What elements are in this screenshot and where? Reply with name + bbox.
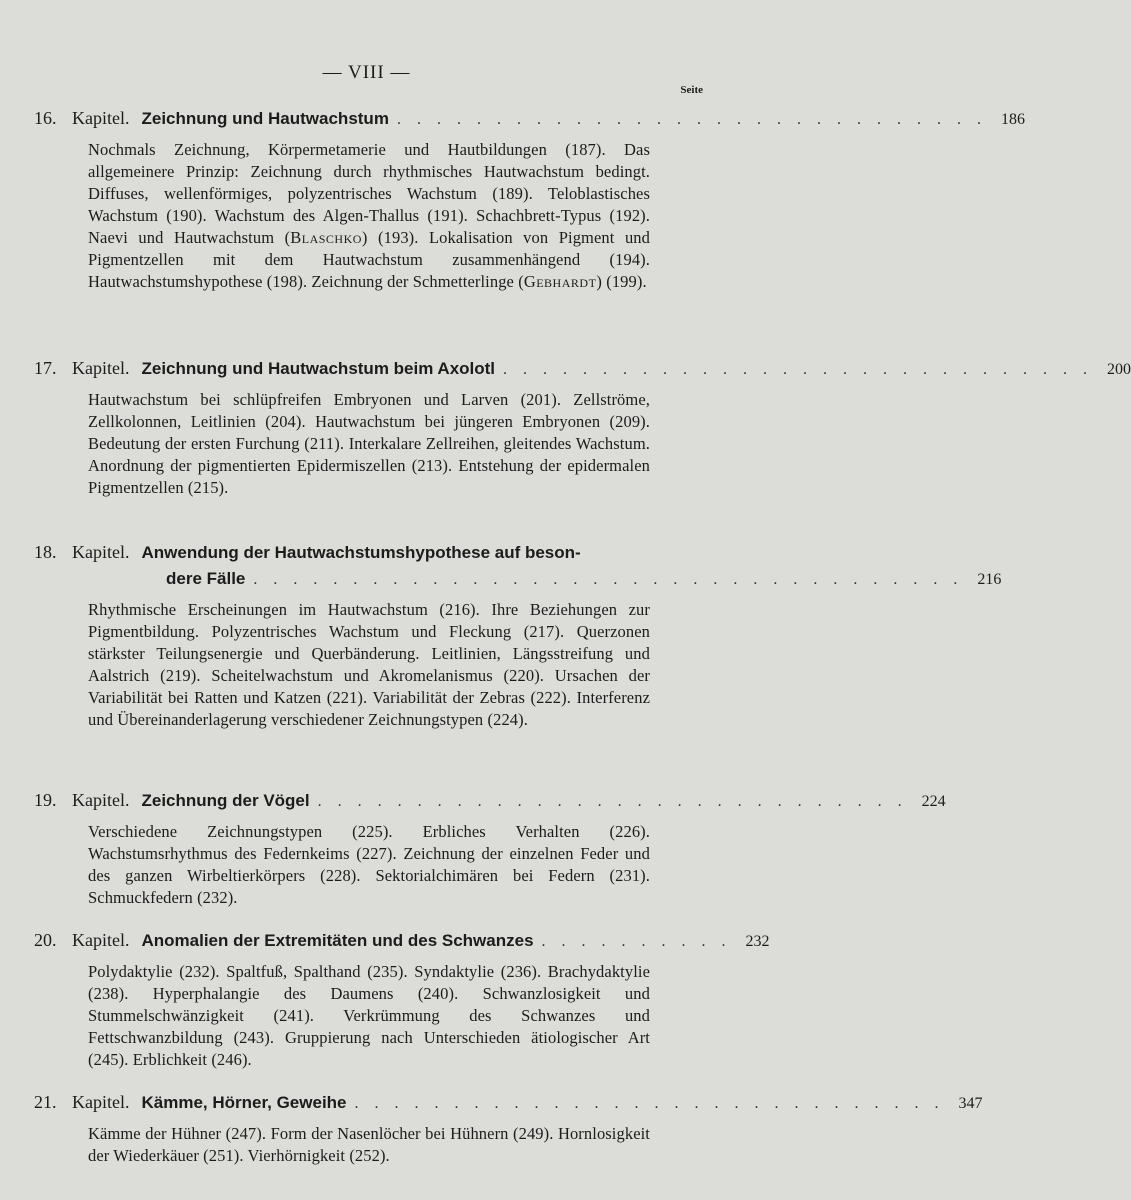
chapter-page: 200 <box>1107 361 1131 378</box>
chapter-page: 224 <box>921 793 946 810</box>
chapter-17 <box>34 355 1131 499</box>
chapter-page: 216 <box>977 571 1002 588</box>
chapter-summary: Verschiedene Zeichnungstypen (225). Erbliches Verhalten (226). Wachstumsrhythmus des Federnkeims (227). Zeichnung der einzelnen Feder und des ganzen Wirbeltierkörpers (228). Sektorialchimären bei Federn (231). Schmuckfedern (232). <box>88 822 650 907</box>
chapter-page: 232 <box>745 933 770 950</box>
chapter-title: Anomalien der Extremitäten und des Schwanzes <box>141 931 534 950</box>
chapter-16 <box>34 105 1025 293</box>
summary-text: ) (193). Lokalisation von Pigment und Pigmentzellen mit dem Hautwachstum zusammenhängend (194). Hautwachstumshypothese (198). Zeichnung der Schmetterlinge ( <box>88 228 650 291</box>
chapter-number: 16. <box>34 108 57 128</box>
author-name: Gebhardt <box>523 272 597 291</box>
chapter-title: Kämme, Hörner, Geweihe <box>141 1093 347 1112</box>
chapter-title: Zeichnung und Hautwachstum beim Axolotl <box>141 359 496 378</box>
chapter-21 <box>34 1089 983 1167</box>
chapter-summary: Hautwachstum bei schlüpfreifen Embryonen und Larven (201). Zellströme, Zellkolonnen, Leitlinien (204). Hautwachstum bei jüngeren Embryonen (209). Bedeutung der ersten Furchung (211). Interkalare Zellreihen, gleitendes Wachstum. Anordnung der pigmentierten Epidermiszellen (213). Entstehung der epidermalen Pigmentzellen (215). <box>88 390 650 497</box>
author-name: Blaschko <box>290 228 362 247</box>
chapter-word: Kapitel. <box>72 930 130 950</box>
dot-leader: . . . . . . . . . . . . . . . . . . . . . . . . . . . . . . <box>354 1095 945 1112</box>
chapter-word: Kapitel. <box>72 358 130 378</box>
dot-leader: . . . . . . . . . . . . . . . . . . . . . . . . . . . . . . <box>503 361 1094 378</box>
seite-label: Seite <box>680 84 703 96</box>
dot-leader: . . . . . . . . . . . . . . . . . . . . . . . . . . . . . . <box>317 793 908 810</box>
chapter-word: Kapitel. <box>72 1092 130 1112</box>
chapter-20 <box>34 927 770 1071</box>
chapter-title-line2: dere Fälle <box>166 569 246 588</box>
chapter-title-line1: Anwendung der Hautwachstumshypothese auf beson- <box>141 543 581 562</box>
chapter-title: Zeichnung der Vögel <box>141 791 310 810</box>
chapter-number: 17. <box>34 358 57 378</box>
chapter-number: 19. <box>34 790 57 810</box>
chapter-18 <box>34 539 1002 731</box>
chapter-summary: Kämme der Hühner (247). Form der Nasenlöcher bei Hühnern (249). Hornlosigkeit der Wiederkäuer (251). Vierhörnigkeit (252). <box>88 1124 650 1165</box>
chapter-summary: Polydaktylie (232). Spaltfuß, Spalthand (235). Syndaktylie (236). Brachydaktylie (238). Hyperphalangie des Daumens (240). Schwanzlosigkeit und Stummelschwänzigkeit (241). Verkrümmung des Schwanzes und Fettschwanzbildung (243). Gruppierung nach Unterschieden ätiologischer Art (245). Erblichkeit (246). <box>88 962 650 1069</box>
dot-leader: . . . . . . . . . . . . . . . . . . . . . . . . . . . . . . . . . . . . <box>253 571 964 588</box>
page-header: — VIII — <box>322 62 411 83</box>
summary-text: Nochmals Zeichnung, Körpermetamerie und Hautbildungen (187). Das allgemeinere Prinzip: Zeichnung durch rhythmisches Hautwachstum bedingt. Diffuses, wellenförmiges, polyzentrisches Wachstum (189). Teloblastisches Wachstum (190). Wachstum des Algen-Thallus (191). Schachbrett-Typus (192). Naevi und Hautwachstum ( <box>88 140 650 247</box>
chapter-page: 186 <box>1000 111 1025 128</box>
chapter-number: 21. <box>34 1092 57 1112</box>
summary-text: ) (199). <box>596 272 647 291</box>
chapter-title: Zeichnung und Hautwachstum <box>141 109 389 128</box>
chapter-word: Kapitel. <box>72 108 130 128</box>
chapter-summary: Rhythmische Erscheinungen im Hautwachstum (216). Ihre Beziehungen zur Pigmentbildung. Polyzentrisches Wachstum und Fleckung (217). Querzonen stärkster Teilungsenergie und Querbänderung. Leitlinien, Längsstreifung und Aalstrich (219). Scheitelwachstum und Akromelanismus (220). Ursachen der Variabilität bei Ratten und Katzen (221). Variabilität der Zebras (222). Interferenz und Übereinanderlagerung verschiedener Zeichnungstypen (224). <box>88 600 650 729</box>
chapter-19 <box>34 787 946 909</box>
chapter-word: Kapitel. <box>72 790 130 810</box>
dot-leader: . . . . . . . . . . <box>541 933 732 950</box>
chapter-page: 347 <box>958 1095 983 1112</box>
chapter-number: 20. <box>34 930 57 950</box>
dot-leader: . . . . . . . . . . . . . . . . . . . . . . . . . . . . . . <box>396 111 987 128</box>
chapter-summary <box>88 139 650 293</box>
chapter-number: 18. <box>34 542 57 562</box>
chapter-word: Kapitel. <box>72 542 130 562</box>
